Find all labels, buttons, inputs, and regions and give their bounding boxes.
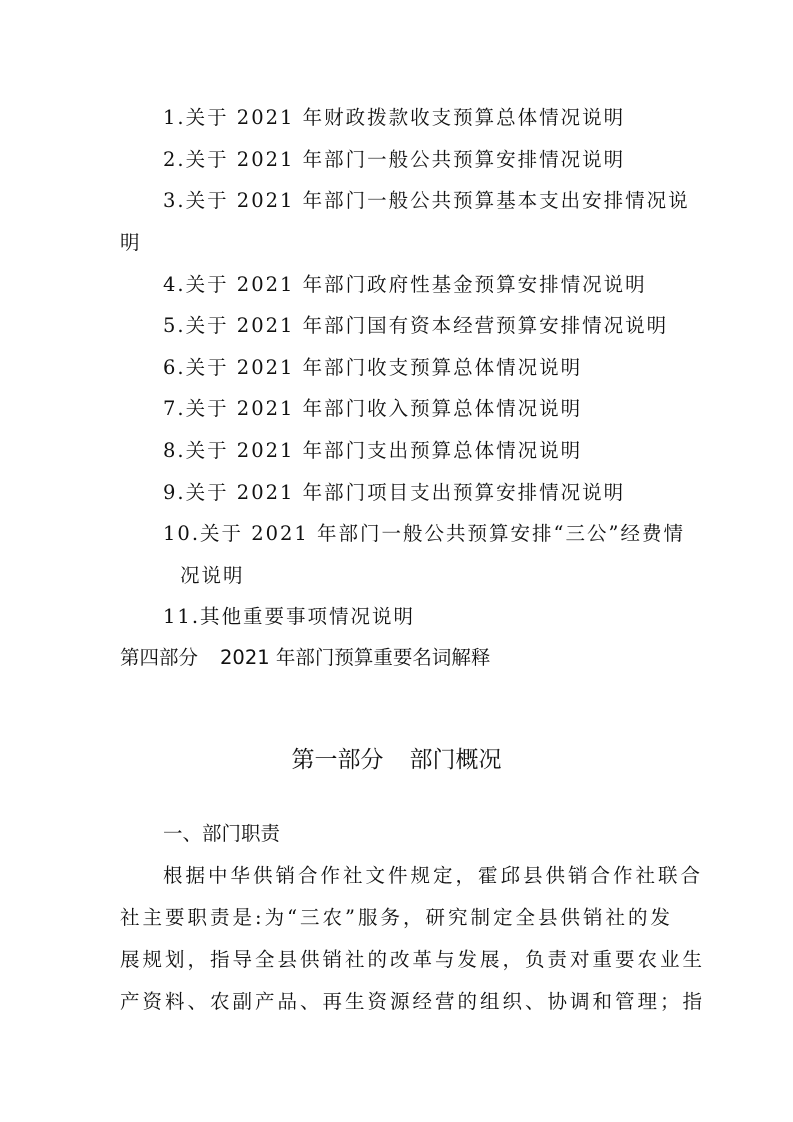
toc-item-1: 1.关于 2021 年财政拨款收支预算总体情况说明 [163,106,626,129]
toc-item-3: 3.关于 2021 年部门一般公共预算基本支出安排情况说 [163,189,690,212]
paragraph-line-4: 产资料、农副产品、再生资源经营的组织、协调和管理；指 [120,990,706,1013]
toc-item-3-continuation: 明 [120,231,142,254]
paragraph-line-3: 展规划，指导全县供销社的改革与发展，负责对重要农业生 [120,948,706,971]
part-four-label: 第四部分 [120,646,199,669]
toc-item-2: 2.关于 2021 年部门一般公共预算安排情况说明 [163,148,626,171]
part-one-title [0,745,793,775]
part-one-label: 第一部分 [291,747,384,773]
toc-item-4: 4.关于 2021 年部门政府性基金预算安排情况说明 [163,273,647,296]
toc-item-10: 10.关于 2021 年部门一般公共预算安排“三公”经费情 [163,522,685,545]
section-heading-duties: 一、部门职责 [163,822,281,845]
toc-item-9: 9.关于 2021 年部门项目支出预算安排情况说明 [163,481,626,504]
toc-item-8: 8.关于 2021 年部门支出预算总体情况说明 [163,439,583,462]
part-four-title: 2021 年部门预算重要名词解释 [220,646,491,669]
paragraph-line-1: 根据中华供销合作社文件规定，霍邱县供销合作社联合 [163,864,704,887]
toc-item-7: 7.关于 2021 年部门收入预算总体情况说明 [163,397,583,420]
toc-item-5: 5.关于 2021 年部门国有资本经营预算安排情况说明 [163,314,669,337]
toc-item-6: 6.关于 2021 年部门收支预算总体情况说明 [163,356,583,379]
toc-item-10-continuation: 况说明 [180,564,245,587]
part-one-name: 部门概况 [409,747,502,773]
part-four-heading [120,646,490,670]
paragraph-line-2: 社主要职责是:为“三农”服务，研究制定全县供销社的发 [120,906,674,929]
toc-item-11: 11.其他重要事项情况说明 [163,605,416,628]
